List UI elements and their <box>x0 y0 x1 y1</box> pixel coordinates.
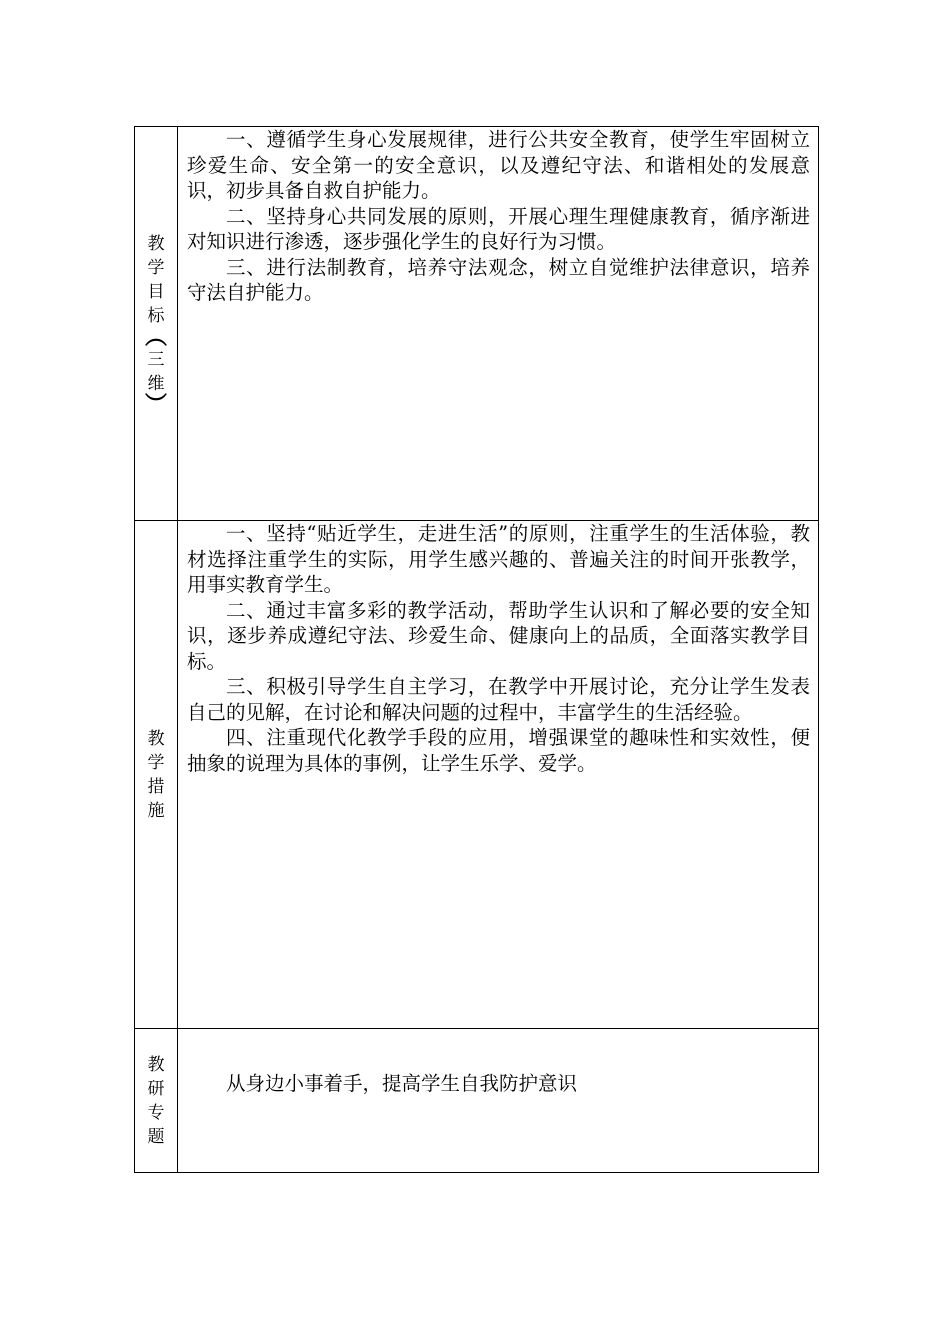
teaching-goals-label-cell <box>135 127 178 521</box>
measure-paragraph-2: 二、通过丰富多彩的教学活动，帮助学生认识和了解必要的安全知识，逐步养成遵纪守法、珍爱生命、健康向上的品质，全面落实教学目标。 <box>187 598 810 673</box>
teaching-measures-row <box>135 521 819 1029</box>
teaching-measures-label-cell <box>135 521 178 1029</box>
measure-paragraph-1: 一、坚持“贴近学生，走进生活”的原则，注重学生的生活体验，教材选择注重学生的实际，用学生感兴趣的、普遍关注的时间开张教学，用事实教育学生。 <box>187 522 810 596</box>
label-char: 教 <box>147 1054 165 1075</box>
label-char: 学 <box>147 257 165 278</box>
label-char: 施 <box>147 800 165 821</box>
teaching-measures-content <box>178 521 819 1029</box>
label-open-paren: ︵ <box>144 324 167 350</box>
label-char: 三 <box>147 349 165 370</box>
label-char: 标 <box>147 305 165 326</box>
teaching-measures-label <box>148 727 165 823</box>
label-char: 教 <box>147 233 165 254</box>
label-close-paren: ︶ <box>144 392 167 418</box>
label-char: 专 <box>147 1102 165 1123</box>
research-topic-label <box>148 1053 165 1149</box>
plan-table <box>134 126 819 1173</box>
research-topic-content <box>178 1029 819 1173</box>
measure-paragraph-3: 三、积极引导学生自主学习，在教学中开展讨论，充分让学生发表自己的见解，在讨论和解决问题的过程中，丰富学生的生活经验。 <box>187 675 810 724</box>
research-topic-text: 从身边小事着手，提高学生自我防护意识 <box>226 1072 578 1095</box>
research-topic-label-cell <box>135 1029 178 1173</box>
label-char: 维 <box>147 373 165 394</box>
label-char: 目 <box>147 281 165 302</box>
measure-paragraph-4: 四、注重现代化教学手段的应用，增强课堂的趣味性和实效性，便抽象的说理为具体的事例，让学生乐学、爱学。 <box>187 726 810 775</box>
goal-paragraph-2: 二、坚持身心共同发展的原则，开展心理生理健康教育，循序渐进对知识进行渗透，逐步强化学生的良好行为习惯。 <box>187 204 810 253</box>
label-char: 学 <box>147 752 165 773</box>
research-topic-row <box>135 1029 819 1173</box>
label-char: 研 <box>147 1078 165 1099</box>
teaching-goals-content <box>178 127 819 521</box>
goal-paragraph-1: 一、遵循学生身心发展规律，进行公共安全教育，使学生牢固树立珍爱生命、安全第一的安全意识，以及遵纪守法、和谐相处的发展意识，初步具备自救自护能力。 <box>187 128 810 202</box>
teaching-goals-label <box>145 232 167 416</box>
goal-paragraph-3: 三、进行法制教育，培养守法观念，树立自觉维护法律意识，培养守法自护能力。 <box>187 255 810 304</box>
teaching-goals-row <box>135 127 819 521</box>
label-char: 题 <box>147 1126 165 1147</box>
label-char: 教 <box>147 728 165 749</box>
label-char: 措 <box>147 776 165 797</box>
